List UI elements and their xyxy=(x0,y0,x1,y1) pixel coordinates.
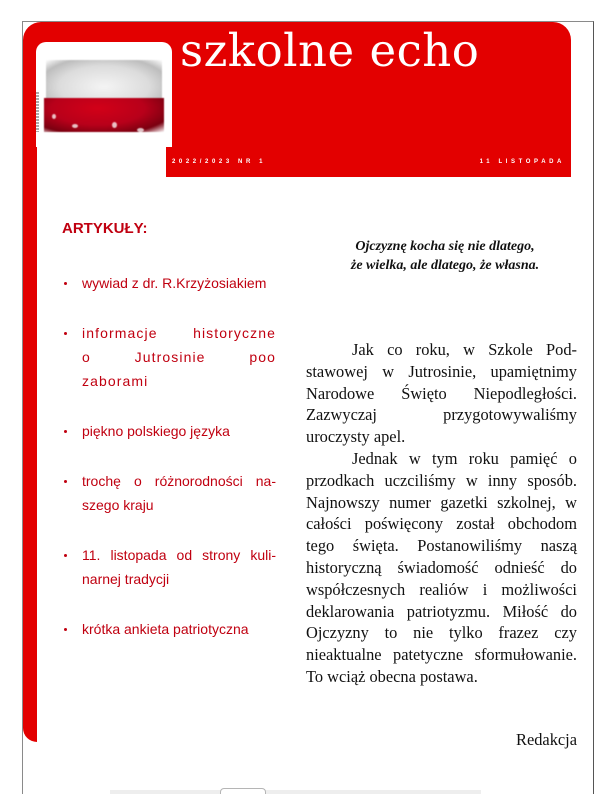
polish-flag-image xyxy=(42,54,166,138)
motto-quote xyxy=(300,237,590,275)
bullet-icon xyxy=(64,554,67,557)
toc-list xyxy=(62,271,276,667)
masthead-image-frame xyxy=(36,42,172,147)
scrollbar-thumb[interactable] xyxy=(220,788,266,794)
issue-number: 2022/2023 NR 1 xyxy=(172,159,267,165)
toc-item[interactable]: wywiad z dr. R.Krzyżosiakiem xyxy=(62,271,276,295)
article-paragraph: Jak co roku, w Szkole Podstawowej w Jutrosinie, upamiętnimy Narodowe Święto Niepodległości. Zazwyczaj przygotowywaliśmy uroczysty apel. xyxy=(306,340,577,447)
toc-item[interactable]: krótka ankieta patriotyczna xyxy=(62,617,276,641)
image-credit-text xyxy=(36,92,39,132)
editorial-article xyxy=(306,339,577,688)
horizontal-scrollbar[interactable] xyxy=(110,790,481,794)
newspaper-title: szkolne echo xyxy=(180,24,480,77)
bullet-icon xyxy=(64,282,67,285)
issue-date: 11 LISTOPADA xyxy=(479,159,565,165)
toc-item[interactable]: piękno polskiego języka xyxy=(62,419,276,443)
toc-heading: ARTYKUŁY: xyxy=(62,220,148,237)
toc-item[interactable]: trochę o różnorodności na-szego kraju xyxy=(62,469,276,517)
bullet-icon xyxy=(64,430,67,433)
bullet-icon xyxy=(64,332,67,335)
toc-item[interactable]: 11. listopada od strony kuli-narnej tradycji xyxy=(62,543,276,591)
toc-item[interactable]: informacje historyczne o Jutrosinie poo zaborami xyxy=(62,321,276,393)
bullet-icon xyxy=(64,480,67,483)
masthead-image-frame-base xyxy=(37,147,166,177)
quote-line-2: że wielka, ale dlatego, że własna. xyxy=(350,258,540,273)
left-accent-strip xyxy=(23,170,37,742)
quote-line-1: Ojczyznę kocha się nie dlatego, xyxy=(355,239,535,254)
bullet-icon xyxy=(64,628,67,631)
article-signature: Redakcja xyxy=(516,730,577,749)
article-paragraph: Jednak w tym roku pamięć o przodkach uczciliśmy w inny sposób. Najnowszy numer gazetki szkolnej, w całości poświęcony został obchodom tego święta. Postanowiliśmy naszą historyczną świadomość odnieść do współczesnych realiów i możliwości deklarowania patriotyzmu. Miłość do Ojczyzny to nie tylko frazez czy nieaktualne patetyczne sformułowanie. To wciąż obecna postawa. xyxy=(306,448,577,686)
